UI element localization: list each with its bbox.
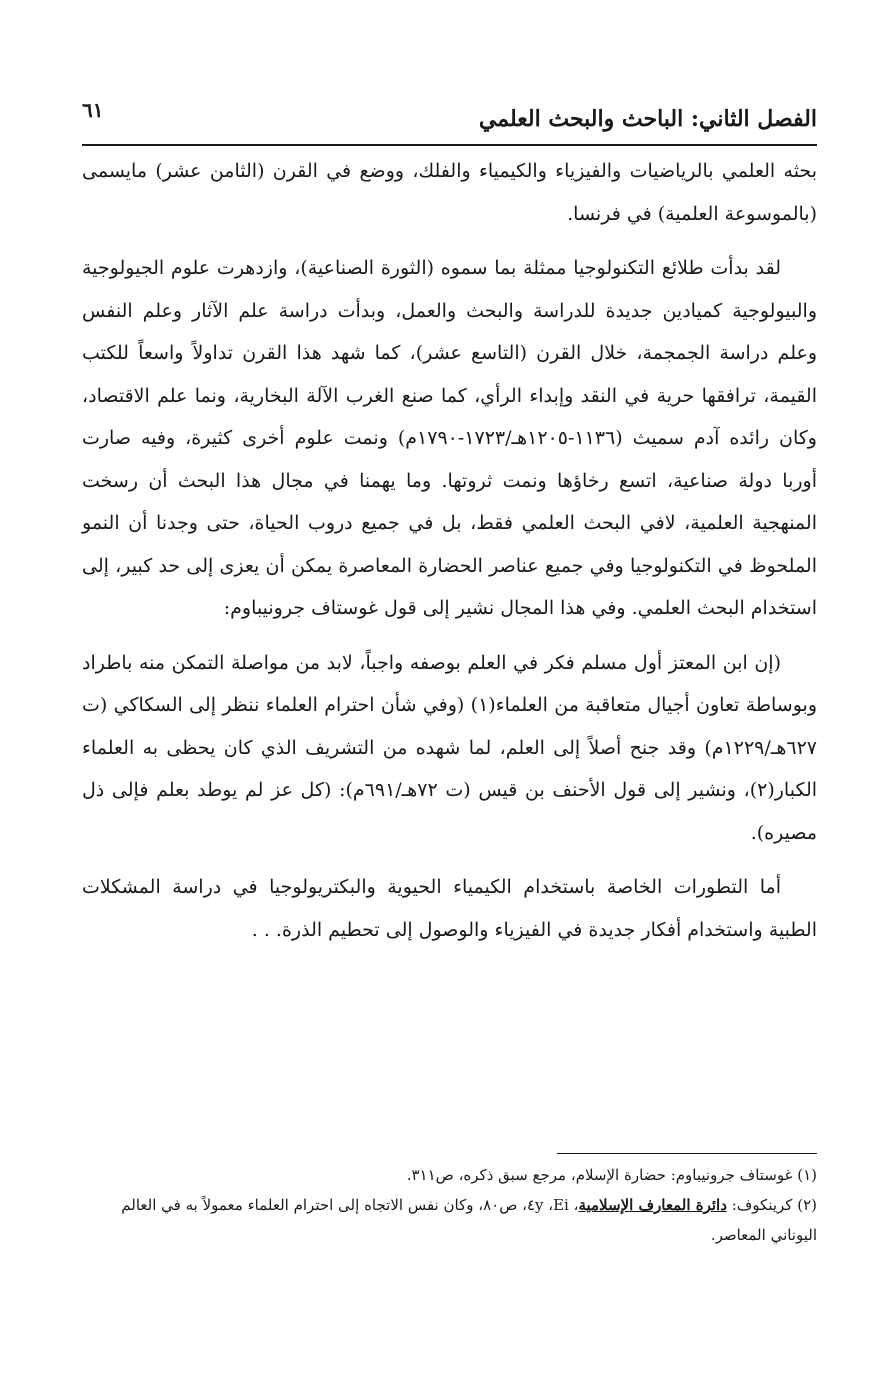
- page-header: [82, 92, 817, 146]
- paragraph-2: لقد بدأت طلائع التكنولوجيا ممثلة بما سموه (الثورة الصناعية)، وازدهرت علوم الجيولوجية والبيولوجية كميادين جديدة للدراسة والبحث والعمل، وبدأت دراسة علم الآثار وعلم النفس وعلم دراسة الجمجمة، خلال القرن (التاسع عشر)، كما شهد هذا القرن تداولاً واسعاً للكتب القيمة، ترافقها حرية في النقد وإبداء الرأي، كما صنع الغرب الآلة البخارية، ونما علم الاقتصاد، وكان رائده آدم سميث (١١٣٦-١٢٠٥هـ/١٧٢٣-١٧٩٠م) ونمت علوم أخرى كثيرة، وفيه صارت أوربا دولة صناعية، اتسع رخاؤها ونمت ثروتها. وما يهمنا في مجال هذا البحث أن رسخت المنهجية العلمية، لافي البحث العلمي فقط، بل في جميع دروب الحياة، حتى وجدنا أن النمو الملحوظ في التكنولوجيا وفي جميع عناصر الحضارة المعاصرة يمكن أن يعزى إلى حد كبير، إلى استخدام البحث العلمي. وفي هذا المجال نشير إلى قول غوستاف جرونيباوم:: [82, 257, 817, 619]
- paragraph-1: بحثه العلمي بالرياضيات والفيزياء والكيمياء والفلك، ووضع في القرن (الثامن عشر) مايسمى (بالموسوعة العلمية) في فرنسا.: [82, 160, 817, 225]
- footnote-2-details: ، Ei، ٤y، ص٨٠، وكان نفس الاتجاه إلى احترام العلماء معمولاً به في العالم اليوناني المعاصر.: [121, 1196, 817, 1244]
- footnote-2-author: (٢) كرينكوف:: [726, 1196, 817, 1214]
- footnotes: [82, 1160, 817, 1250]
- paragraph-4: أما التطورات الخاصة باستخدام الكيمياء الحيوية والبكتريولوجيا في دراسة المشكلات الطبية واستخدام أفكار جديدة في الفيزياء والوصول إلى تحطيم الذرة. . .: [82, 876, 817, 941]
- page-number: ٦١: [82, 98, 104, 122]
- footnote-1: (١) غوستاف جرونيباوم: حضارة الإسلام، مرجع سبق ذكره، ص٣١١.: [406, 1166, 817, 1184]
- paragraph-3: (إن ابن المعتز أول مسلم فكر في العلم بوصفه واجباً، لابد من مواصلة التمكن منه باطراد وبوساطة تعاون أجيال متعاقبة من العلماء(١) (وفي شأن احترام العلماء ننظر إلى السكاكي (ت ٦٢٧هـ/١٢٢٩م) وقد جنح أصلاً إلى العلم، لما شهده من التشريف الذي كان يحظى به العلماء الكبار(٢)، ونشير إلى قول الأحنف بن قيس (ت ٧٢هـ/٦٩١م): (كل عز لم يوطد بعلم فإلى ذل مصيره).: [82, 651, 818, 844]
- chapter-title: الفصل الثاني: الباحث والبحث العلمي: [478, 106, 817, 132]
- footnote-2-source-title: دائرة المعارف الإسلامية: [578, 1196, 727, 1214]
- footnote-divider: [557, 1153, 817, 1154]
- footnote-2: [82, 1190, 817, 1250]
- body-text: [82, 150, 817, 951]
